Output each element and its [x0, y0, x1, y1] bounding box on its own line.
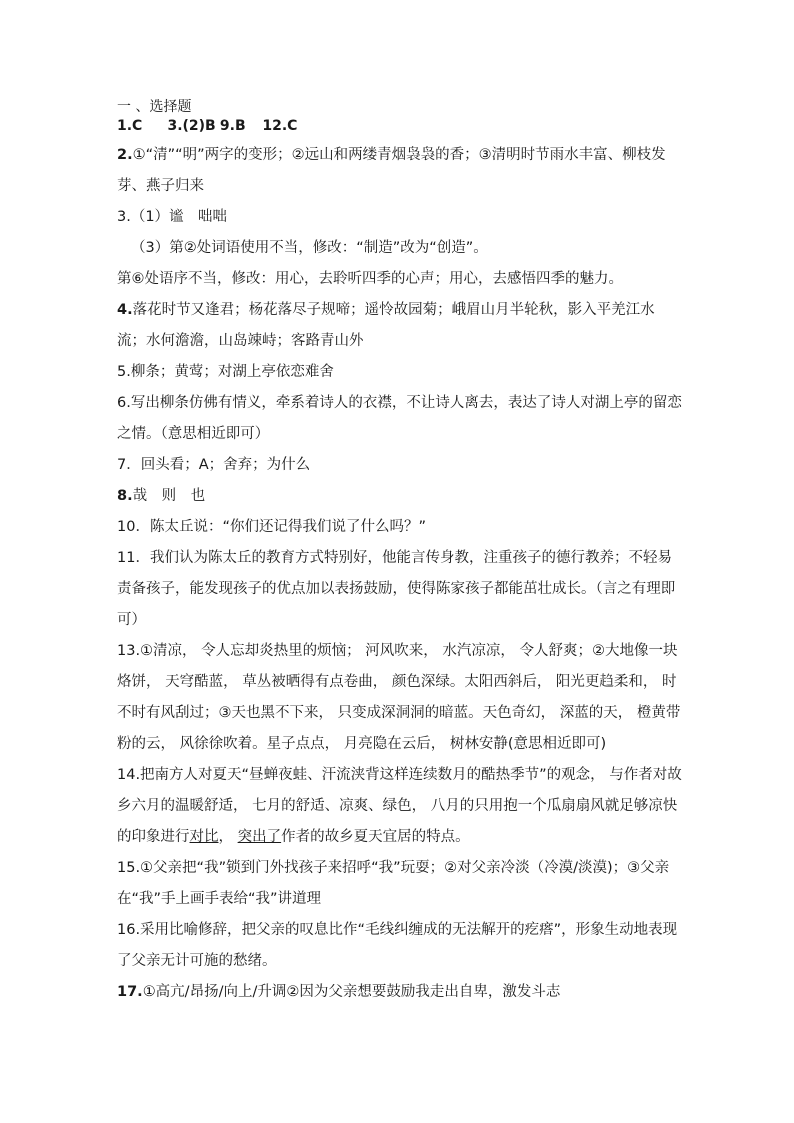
answer-q3-1: 3.（1）谧 咄咄 [117, 209, 228, 225]
answer-q5: 5.柳条；黄莺；对湖上亭依恋难舍 [117, 364, 334, 380]
answer-q15: 15.①父亲把“我”锁到门外找孩子来招呼“我”玩耍；②对父亲冷淡（冷漠/淡漠)；③父亲在“我”手上画手表给“我”讲道理 [117, 860, 670, 907]
answer-content [117, 98, 683, 1008]
answer-q16: 16.采用比喻修辞，把父亲的叹息比作“毛线纠缠成的无法解开的疙瘩”，形象生动地表现了父亲无计可施的愁绪。 [117, 922, 678, 969]
answer-q17: 17.①高亢/昂扬/向上/升调②因为父亲想要鼓励我走出自卑，激发斗志 [117, 984, 561, 1000]
choice-answer: 3.(2)B [167, 118, 216, 134]
underlined-text: 对比 [189, 829, 219, 845]
answer-q3-3: （3）第②处词语使用不当，修改：“制造”改为“创造”。 [131, 240, 488, 256]
answer-q6: 6.写出柳条仿佛有情义，牵系着诗人的衣襟，不让诗人离去，表达了诗人对湖上亭的留恋之情。（意思相近即可） [117, 395, 682, 442]
answer-q8: 8.哉 则 也 [117, 488, 206, 504]
answer-q13: 13.①清凉， 令人忘却炎热里的烦恼； 河风吹来， 水汽凉凉， 令人舒爽；②大地像一块烙饼， 天穹酷蓝， 草丛被晒得有点卷曲， 颜色深绿。太阳西斜后， 阳光更趋柔和， 时不时有风刮过；③天也黑不下来， 只变成深洞洞的暗蓝。天色奇幻， 深蓝的天， 橙黄带粉的云， 风徐徐吹着。星子点点， 月亮隐在云后， 树林安静(意思相近即可) [117, 643, 681, 752]
choice-answer: 1.C [117, 118, 143, 134]
choice-answers-row [117, 117, 683, 136]
answer-q14: 14.把南方人对夏天“昼蝉夜蛙、汗流浃背这样连续数月的酷热季节”的观念， 与作者对故乡六月的温暖舒适， 七月的舒适、凉爽、绿色， 八月的只用抱一个瓜扇扇风就足够凉快的印象进行对比， 突出了作者的故乡夏天宜居的特点。 [117, 767, 682, 845]
answer-q3-3-cont: 第⑥处语序不当，修改：用心，去聆听四季的心声；用心，去感悟四季的魅力。 [117, 271, 623, 287]
answer-q10: 10．陈太丘说：“你们还记得我们说了什么吗？” [117, 519, 426, 535]
answer-q7: 7．回头看；A；舍弃；为什么 [117, 457, 311, 473]
section-title: 一 、选择题 [117, 99, 192, 115]
answer-q2: 2.①“清”“明”两字的变形；②远山和两缕青烟袅袅的香；③清明时节雨水丰富、柳枝发芽、燕子归来 [117, 147, 666, 194]
answer-q11: 11．我们认为陈太丘的教育方式特别好，他能言传身教，注重孩子的德行教养；不轻易责备孩子，能发现孩子的优点加以表扬鼓励，使得陈家孩子都能茁壮成长。（言之有理即可） [117, 550, 676, 628]
underlined-text: 突出了 [237, 829, 282, 845]
answer-q4: 4.落花时节又逢君；杨花落尽子规啼；遥怜故园菊；峨眉山月半轮秋，影入平羌江水流；水何澹澹，山岛竦峙；客路青山外 [117, 302, 655, 349]
choice-answer: 12.C [262, 118, 298, 134]
choice-answer: 9.B [219, 118, 246, 134]
